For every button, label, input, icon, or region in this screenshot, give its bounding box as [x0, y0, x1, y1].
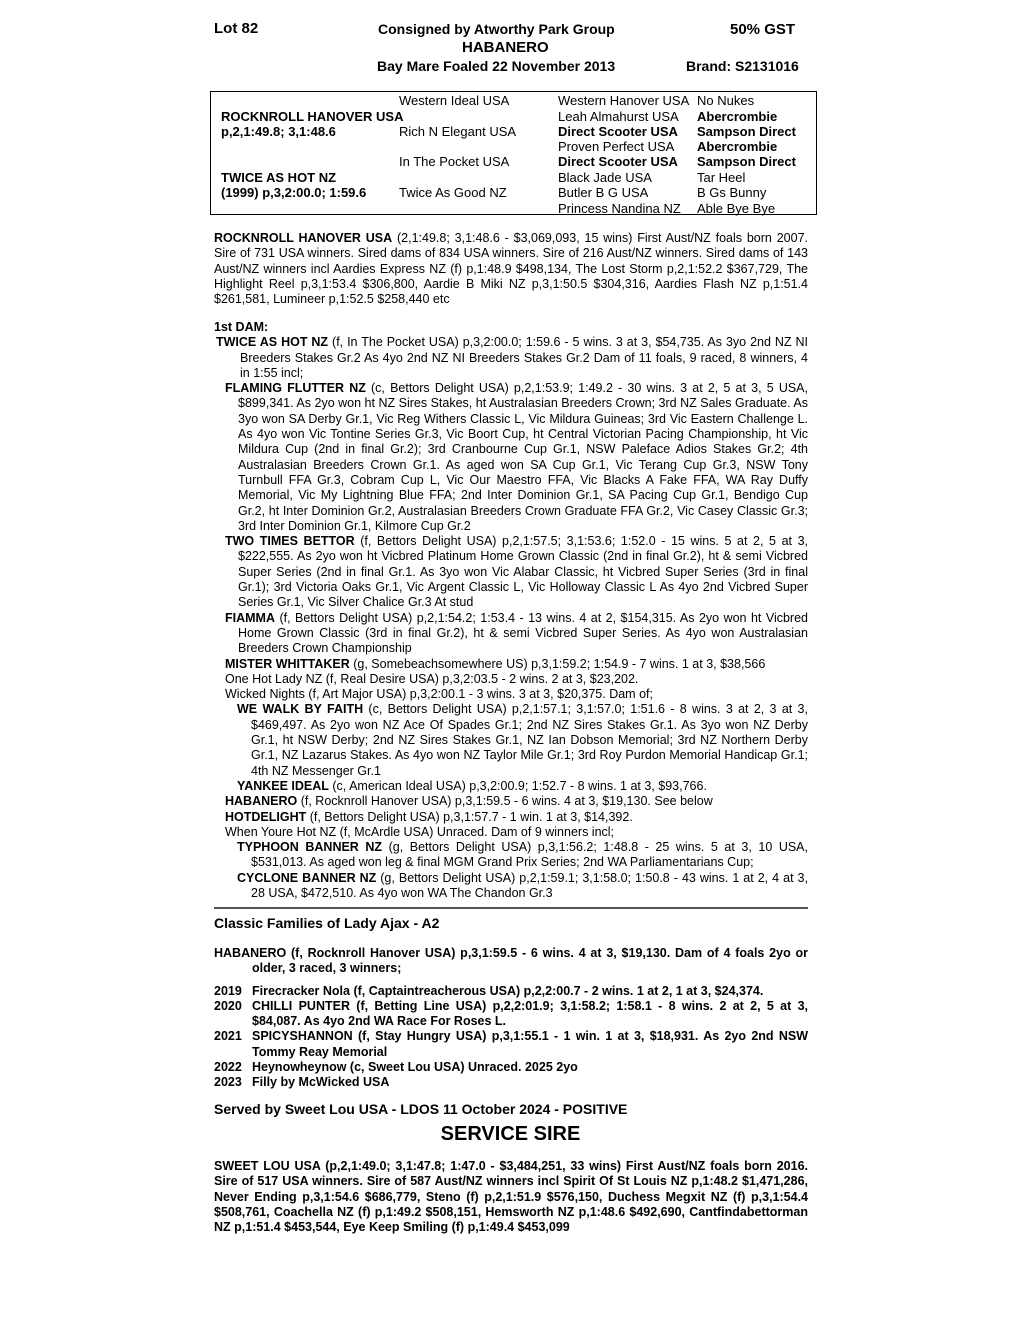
sire-summary-body: 2007. Sire of 731 USA winners. Sired dams of 834 USA winners. Sire of 216 Aust/NZ winners. Sired dams of 143 Aust/NZ winners incl Aardies Express NZ (f) p,1:48.9 $498,134, The Lost Storm p,2,1:52.2 $367,729, The Highlight Reel p,3,1:53.4 $306,800, Aardie B Miki NZ p,3,1:50.5 $304,316, Aardies Flash NZ p,1:51.4 $261,581, Lumineer p,1:52.5 $258,440 etc: [214, 231, 808, 307]
progeny-flaming-flutter: [214, 381, 808, 534]
progeny-fiamma: [214, 611, 808, 657]
family-progeny-row: [214, 1075, 808, 1090]
pedigree-ggd-3: Black Jade USA: [558, 170, 652, 185]
pedigree-ggs-4b: B Gs Bunny: [697, 185, 767, 200]
consignor: Consigned by Atworthy Park Group: [378, 21, 615, 37]
pedigree-granddam-2: Twice As Good NZ: [399, 185, 507, 200]
pedigree-ggd-2: Proven Perfect USA: [558, 139, 675, 154]
pedigree-grandsire-1: Western Ideal USA: [399, 93, 510, 108]
cyclone-banner-name: CYCLONE BANNER NZ: [237, 870, 377, 885]
lot-number: Lot 82: [214, 20, 259, 37]
pedigree-ggd-2b: Abercrombie: [697, 139, 778, 154]
brand: Brand: S2131016: [686, 58, 799, 74]
progeny-text: CHILLI PUNTER (f, Betting Line USA) p,2,2:01.9; 3,1:58.2; 1:58.1 - 8 wins. 2 at 2, 5 at 3, $84,087. As 4yo 2nd WA Race For Roses L.: [252, 998, 808, 1029]
service-sire-text: SWEET LOU USA (p,2,1:49.0; 3,1:47.8; 1:47.0 - $3,484,251, 33 wins) First Aust/NZ foals born 2016. Sire of 517 USA winners. Sire of 587 Aust/NZ winners incl Spirit Of St Louis NZ p,1:48.2 $1,471,286, Never Ending p,3,1:54.6 $686,779, Steno (f) p,2,1:51.9 $576,150, Duchess Megxit NZ (f) p,3,1:54.4 $508,761, Coachella NZ (f) p,1:49.2 $508,151, Hemsworth NZ p,1:48.6 $492,690, Cantfindabettorman NZ p,1:51.4 $453,544, Eye Keep Smiling (f) p,1:49.4 $453,099: [214, 1159, 808, 1235]
progeny-habanero: [214, 794, 808, 809]
dam-name: TWICE AS HOT NZ: [216, 335, 329, 350]
sire-summary-name: ROCKNROLL HANOVER USA: [214, 231, 393, 245]
yankee-ideal-text: (c, American Ideal USA) p,3,2:00.9; 1:52.7 - 8 wins. 1 at 3, $93,766.: [328, 778, 707, 793]
progeny-text: SPICYSHANNON (f, Stay Hungry USA) p,3,1:55.1 - 1 win. 1 at 3, $18,931. As 2yo 2nd NSW Tommy Reay Memorial: [252, 1029, 808, 1059]
hotdelight-name: HOTDELIGHT: [225, 809, 307, 824]
pedigree-ggs-4: Butler B G USA: [558, 185, 649, 200]
fiamma-text: (f, Bettors Delight USA) p,2,1:54.2; 1:53.4 - 13 wins. 4 at 2, $154,315. As 2yo won ht Vicbred Home Grown Classic (3rd in final Gr.2), ht & semi Vicbred Super Series. As 4yo won Australasian Breeders Crown Championship: [238, 610, 808, 656]
progeny-year: 2023: [214, 1075, 242, 1090]
grandprogeny-typhoon-banner: [214, 840, 808, 871]
cyclone-banner-text: (g, Bettors Delight USA) p,2,1:59.1; 3,1:58.0; 1:50.8 - 43 wins. 1 at 2, 4 at 3, 28 USA, $472,510. As 4yo won WA The Chandon Gr.3: [251, 870, 808, 900]
fiamma-name: FIAMMA: [225, 610, 275, 625]
family-progeny-row: [214, 1029, 808, 1060]
dam-section-title: 1st DAM:: [214, 320, 269, 334]
progeny-when-youre-hot: When Youre Hot NZ (f, McArdle USA) Unraced. Dam of 9 winners incl;: [225, 824, 615, 839]
family-progeny-row: [214, 984, 808, 999]
section-divider: [214, 907, 808, 909]
pedigree-ggd-3b: Tar Heel: [697, 170, 746, 185]
grandprogeny-we-walk-by-faith: [214, 702, 808, 778]
flaming-flutter-text: (c, Bettors Delight USA) p,2,1:53.9; 1:49.2 - 30 wins. 3 at 2, 5 at 3, 5 USA, $899,341. As 2yo won ht NZ Sires Stakes, ht Australasian Breeders Crown; 3rd NZ Sales Graduate. As 3yo won SA Derby Gr.1, Vic Reg Withers Classic L, Vic Mildura Guineas; 3rd Vic Eastern Challenge L. As 4yo won Vic Tontine Series Gr.3, Vic Boort Cup, ht Central Victorian Pacing Championship, ht Vic Mildura Cup (2nd in final Gr.2); 3rd Cranbourne Cup Gr.1, NSW Paleface Adios Stakes Gr.2; 4th Australasian Breeders Crown Gr.1. As aged won SA Cup Gr.1, Vic Terang Cup Gr.3, NSW Tony Turnbull FFA Gr.3, Cobram Cup L, Vic Our Maestro FFA, Vic Blacks A Fake FFA, WA Ray Duffy Memorial, Vic My Lightning Blue FFA; 2nd Inter Dominion Gr.1, SA Pacing Cup Gr.1, Bendigo Cup Gr.2, ht Inter Dominion Gr.2, Australasian Breeders Crown Graduate FFA Gr.2, Vic Casey Classic Gr.3; 3rd Inter Dominion Gr.1, Kilmore Cup Gr.2: [238, 381, 808, 533]
sire-summary-intro: (2,1:49.8; 3,1:48.6 - $3,069,093, 15 wins) First Aust/NZ foals born: [392, 231, 772, 245]
typhoon-banner-name: TYPHOON BANNER NZ: [237, 840, 383, 855]
grandprogeny-cyclone-banner: [214, 871, 808, 902]
horse-description: Bay Mare Foaled 22 November 2013: [377, 58, 616, 74]
two-times-bettor-text: (f, Bettors Delight USA) p,2,1:57.5; 3,1:53.6; 1:52.0 - 15 wins. 5 at 2, 5 at 3, $222,555. As 2yo won ht Vicbred Platinum Home Grown Classic (2nd in final Gr.2), ht & semi Vicbred Super Series (2nd in final Gr.1. As 3yo won Vic Alabar Classic, ht Vicbred Super Series (3rd in final Gr.1); 3rd Victoria Oaks Gr.1, Vic Argent Classic L, Vic Holloway Classic L As 4yo 2nd Vicbred Super Series Gr.1, Vic Silver Chalice Gr.3 At stud: [238, 534, 808, 610]
progeny-one-hot-lady: One Hot Lady NZ (f, Real Desire USA) p,3,2:03.5 - 2 wins. 2 at 3, $23,202.: [225, 671, 639, 686]
pedigree-granddam-1: Rich N Elegant USA: [399, 124, 517, 139]
pedigree-ggs-3: Direct Scooter USA: [558, 154, 678, 169]
we-walk-by-faith-text: (c, Bettors Delight USA) p,2,1:57.1; 3,1:57.0; 1:51.6 - 8 wins. 3 at 2, 3 at 3, $469,497. As 2yo won NZ Ace Of Spades Gr.1; 2nd NZ Sires Stakes Gr.1. As 3yo won NZ Derby Gr.1, ht NSW Derby; 2nd NZ Sires Stakes Gr.1, NZ Ian Dobson Memorial; 3rd NZ Northern Derby Gr.1, NZ Lazarus Stakes. As 4yo won NZ Taylor Mile Gr.1; 3rd Roy Purdon Memorial Handicap Gr.1; 4th NZ Messenger Gr.1: [251, 702, 808, 778]
pedigree-ggs-2: Direct Scooter USA: [558, 124, 678, 139]
yankee-ideal-name: YANKEE IDEAL: [237, 778, 329, 793]
flaming-flutter-name: FLAMING FLUTTER NZ: [225, 381, 366, 396]
progeny-wicked-nights: Wicked Nights (f, Art Major USA) p,3,2:00.1 - 3 wins. 3 at 3, $20,375. Dam of;: [225, 687, 653, 702]
pedigree-dam: TWICE AS HOT NZ: [221, 170, 337, 185]
progeny-year: 2022: [214, 1060, 242, 1075]
habanero-name: HABANERO: [225, 794, 298, 809]
family-title: Classic Families of Lady Ajax - A2: [214, 915, 440, 931]
family-mare: HABANERO (f, Rocknroll Hanover USA) p,3,1:59.5 - 6 wins. 4 at 3, $19,130. Dam of 4 foals 2yo or older, 3 raced, 3 winners;: [214, 946, 808, 976]
two-times-bettor-name: TWO TIMES BETTOR: [225, 534, 355, 549]
mister-whittaker-text: (g, Somebeachsomewhere US) p,3,1:59.2; 1:54.9 - 7 wins. 1 at 3, $38,566: [349, 656, 766, 671]
pedigree-ggd-1b: Abercrombie: [697, 109, 778, 124]
we-walk-by-faith-name: WE WALK BY FAITH: [237, 702, 364, 717]
progeny-mister-whittaker: [214, 657, 808, 672]
typhoon-banner-text: (g, Bettors Delight USA) p,3,1:56.2; 1:48.8 - 25 wins. 5 at 3, 10 USA, $531,013. As aged won leg & final MGM Grand Prix Series; 2nd WA Parliamentarians Cup;: [251, 840, 808, 870]
family-progeny-row: [214, 999, 808, 1030]
service-sire-title: SERVICE SIRE: [440, 1123, 581, 1145]
pedigree-sire: ROCKNROLL HANOVER USA: [221, 109, 404, 124]
sire-summary: [214, 231, 808, 307]
pedigree-ggd-4b: Able Bye Bye: [697, 201, 776, 216]
progeny-hotdelight: [214, 810, 808, 825]
progeny-text: Filly by McWicked USA: [252, 1075, 390, 1090]
habanero-text: (f, Rocknroll Hanover USA) p,3,1:59.5 - 6 wins. 4 at 3, $19,130. See below: [297, 794, 713, 809]
pedigree-dam-record: (1999) p,3,2:00.0; 1:59.6: [221, 185, 367, 200]
dam-entry: [214, 335, 808, 381]
progeny-text: Firecracker Nola (f, Captaintreacherous USA) p,2,2:00.7 - 2 wins. 1 at 2, 1 at 3, $24,374.: [252, 983, 764, 998]
progeny-text: Heynowheynow (c, Sweet Lou USA) Unraced. 2025 2yo: [252, 1060, 578, 1075]
pedigree-sire-record: p,2,1:49.8; 3,1:48.6: [221, 124, 336, 139]
pedigree-ggs-3b: Sampson Direct: [697, 154, 796, 169]
pedigree-ggd-1: Leah Almahurst USA: [558, 109, 679, 124]
dam-section: [214, 320, 808, 901]
horse-name: HABANERO: [462, 39, 549, 56]
progeny-year: 2019: [214, 983, 242, 998]
pedigree-grandsire-2: In The Pocket USA: [399, 154, 510, 169]
gst-note: 50% GST: [730, 21, 796, 38]
dam-text: (f, In The Pocket USA) p,3,2:00.0; 1:59.6 - 5 wins. 3 at 3, $54,735. As 3yo 2nd NZ NI Breeders Stakes Gr.2 As 4yo 2nd NZ NI Breeders Stakes Gr.2 Dam of 11 foals, 9 raced, 8 winners, 4 in 1:55 incl;: [240, 335, 808, 380]
progeny-two-times-bettor: [214, 534, 808, 610]
pedigree-ggs-1: Western Hanover USA: [558, 93, 690, 108]
progeny-year: 2021: [214, 1029, 242, 1044]
pedigree-ggs-2b: Sampson Direct: [697, 124, 796, 139]
pedigree-ggs-1b: No Nukes: [697, 93, 755, 108]
grandprogeny-yankee-ideal: [214, 779, 808, 794]
progeny-year: 2020: [214, 998, 242, 1013]
pedigree-ggd-4: Princess Nandina NZ: [558, 201, 681, 216]
family-section: [214, 946, 808, 1091]
family-progeny-row: [214, 1060, 808, 1075]
mister-whittaker-name: MISTER WHITTAKER: [225, 656, 350, 671]
served-by: Served by Sweet Lou USA - LDOS 11 October 2024 - POSITIVE: [214, 1101, 628, 1117]
hotdelight-text: (f, Bettors Delight USA) p,3,1:57.7 - 1 win. 1 at 3, $14,392.: [306, 809, 633, 824]
